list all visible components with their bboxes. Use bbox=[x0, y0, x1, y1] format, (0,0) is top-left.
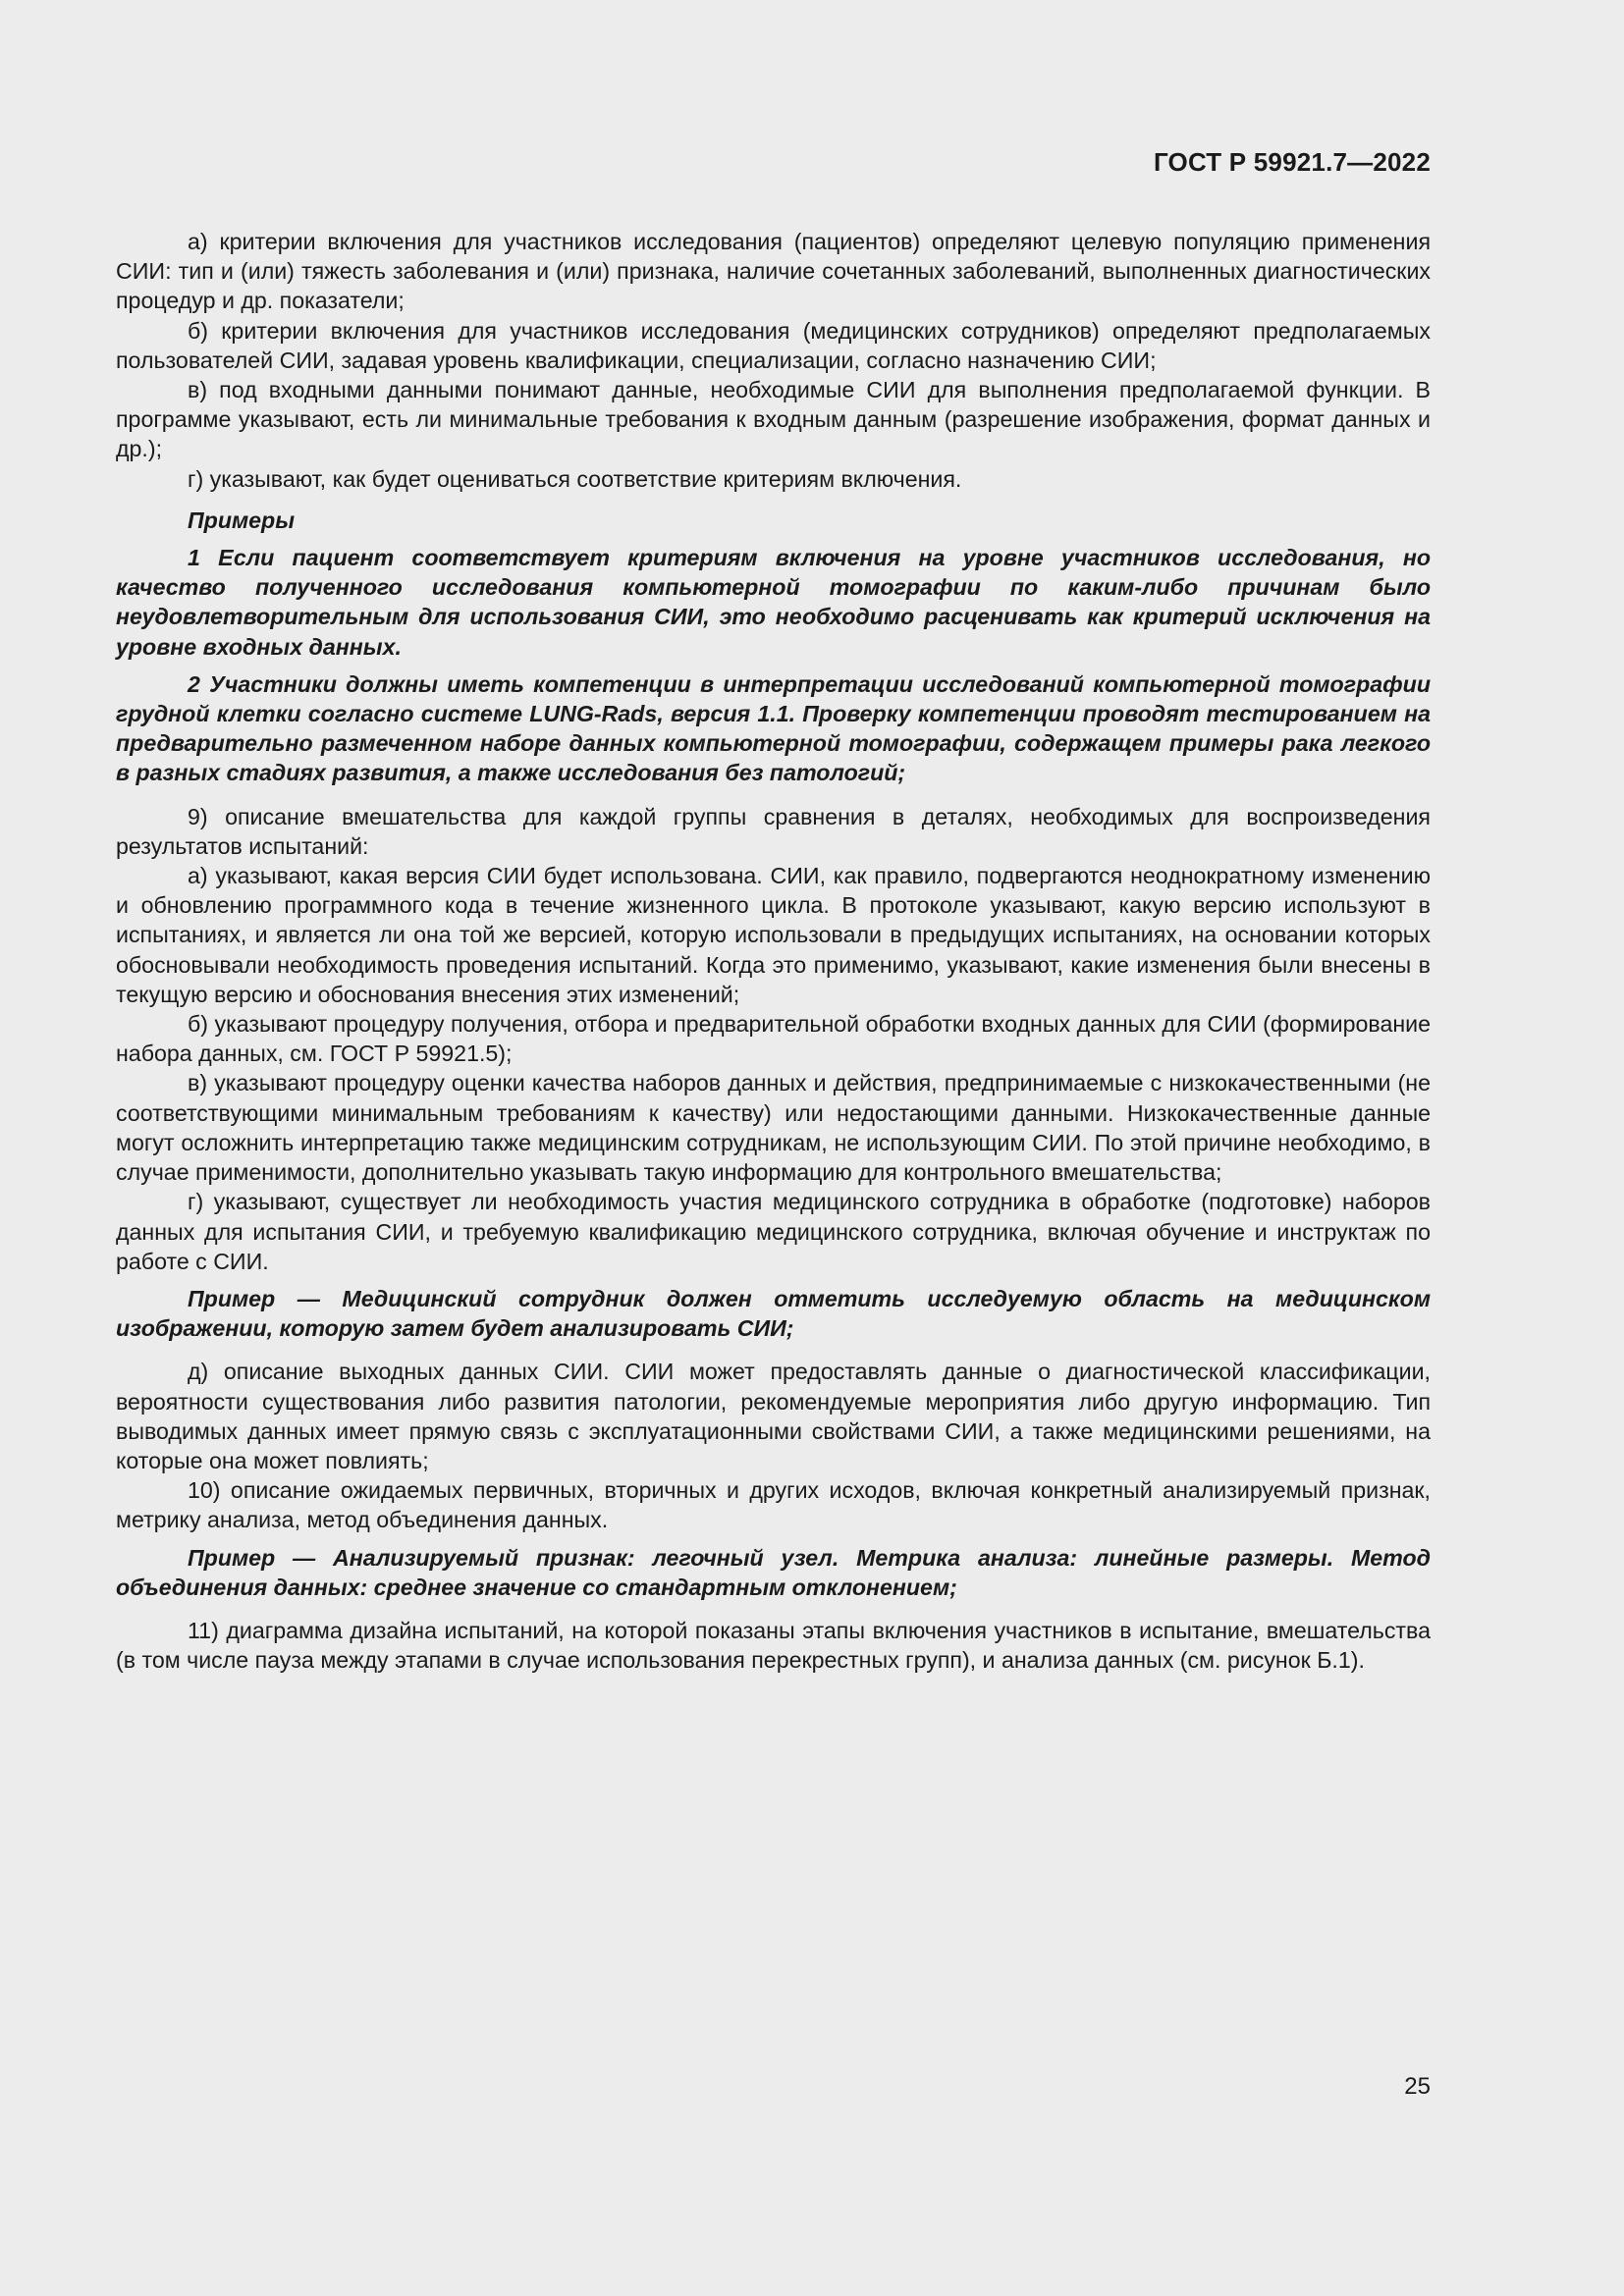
paragraph-staff-participation: г) указывают, существует ли необходимость участия медицинского сотрудника в обработке (подготовке) наборов данных для испытания СИИ, и требуемую квалификацию медицинского сотрудника, включая обучение и инструктаж по работе с СИИ. bbox=[116, 1189, 1431, 1274]
example-2: 2 Участники должны иметь компетенции в интерпретации исследований компьютерной томографии грудной клетки согласно системе LUNG-Rads, версия 1.1. Проверку компетенции проводят тестированием на предварительно размеченном наборе данных компьютерной томографии, содержащем примеры рака легкого в разных стадиях развития, а также исследования без патологий; bbox=[116, 670, 1431, 786]
example-1: 1 Если пациент соответствует критериям включения на уровне участников исследования, но качество полученного исследования компьютерной томографии по каким-либо причинам было неудовлетворительным для использования СИИ, это необходимо расценивать как критерий исключения на уровне входных данных. bbox=[116, 545, 1431, 660]
example-analysis: Пример — Анализируемый признак: легочный узел. Метрика анализа: линейные размеры. Метод объединения данных: среднее значение со стандартным отклонением; bbox=[116, 1544, 1431, 1600]
paragraph-criteria-patients: а) критерии включения для участников исследования (пациентов) определяют целевую популяцию применения СИИ: тип и (или) тяжесть заболевания и (или) признака, наличие сочетанных заболеваний, выполненных диагностических процедур и др. показатели; bbox=[116, 229, 1431, 314]
paragraph-data-procedure: б) указывают процедуру получения, отбора и предварительной обработки входных данных для СИИ (формирование набора данных, см. ГОСТ Р 59921.5); bbox=[116, 1011, 1431, 1067]
paragraph-trial-diagram: 11) диаграмма дизайна испытаний, на которой показаны этапы включения участников в испытание, вмешательства (в том числе пауза между этапами в случае использования перекрестных групп), и анализа данных (см. рисунок Б.1). bbox=[116, 1617, 1431, 1674]
examples-heading: Примеры bbox=[188, 507, 296, 533]
example-staff-marking: Пример — Медицинский сотрудник должен отметить исследуемую область на медицинском изображении, которую затем будет анализировать СИИ; bbox=[116, 1285, 1431, 1342]
standard-designation: ГОСТ Р 59921.7—2022 bbox=[1153, 147, 1431, 177]
paragraph-input-data: в) под входными данными понимают данные, необходимые СИИ для выполнения предполагаемой функции. В программе указывают, есть ли минимальные требования к входным данным (разрешение изображения, формат данных и др.); bbox=[116, 377, 1431, 462]
paragraph-data-quality: в) указывают процедуру оценки качества наборов данных и действия, предпринимаемые с низкокачественными (не соответствующими минимальным требованиям к качеству) или недостающими данными. Низкокачественные данные могут осложнить интерпретацию также медицинским сотрудникам, не использующим СИИ. По этой причине необходимо, в случае применимости, дополнительно указывать такую информацию для контрольного вмешательства; bbox=[116, 1070, 1431, 1186]
paragraph-output-data: д) описание выходных данных СИИ. СИИ может предоставлять данные о диагностической классификации, вероятности существования либо развития патологии, рекомендуемые мероприятия либо другую информацию. Тип выводимых данных имеет прямую связь с эксплуатационными свойствами СИИ, а также медицинскими решениями, на которые она может повлиять; bbox=[116, 1359, 1431, 1473]
paragraph-criteria-assessment: г) указывают, как будет оцениваться соответствие критериям включения. bbox=[188, 465, 962, 492]
paragraph-intervention-description: 9) описание вмешательства для каждой группы сравнения в деталях, необходимых для воспроизведения результатов испытаний: bbox=[116, 803, 1431, 859]
paragraph-ai-version: а) указывают, какая версия СИИ будет использована. СИИ, как правило, подвергаются неоднократному изменению и обновлению программного кода в течение жизненного цикла. В протоколе указывают, какую версию используют в испытаниях, и является ли она той же версией, которую использовали в предыдущих испытаниях, на основании которых обосновывали необходимость проведения испытаний. Когда это применимо, указывают, какие изменения были внесены в текущую версию и обоснования внесения этих изменений; bbox=[116, 863, 1431, 1007]
page-number: 25 bbox=[1404, 2073, 1431, 2100]
paragraph-outcomes: 10) описание ожидаемых первичных, вторичных и других исходов, включая конкретный анализируемый признак, метрику анализа, метод объединения данных. bbox=[116, 1477, 1431, 1533]
paragraph-criteria-staff: б) критерии включения для участников исследования (медицинских сотрудников) определяют предполагаемых пользователей СИИ, задавая уровень квалификации, специализации, согласно назначению СИИ; bbox=[116, 317, 1431, 373]
document-body bbox=[116, 227, 1431, 1675]
